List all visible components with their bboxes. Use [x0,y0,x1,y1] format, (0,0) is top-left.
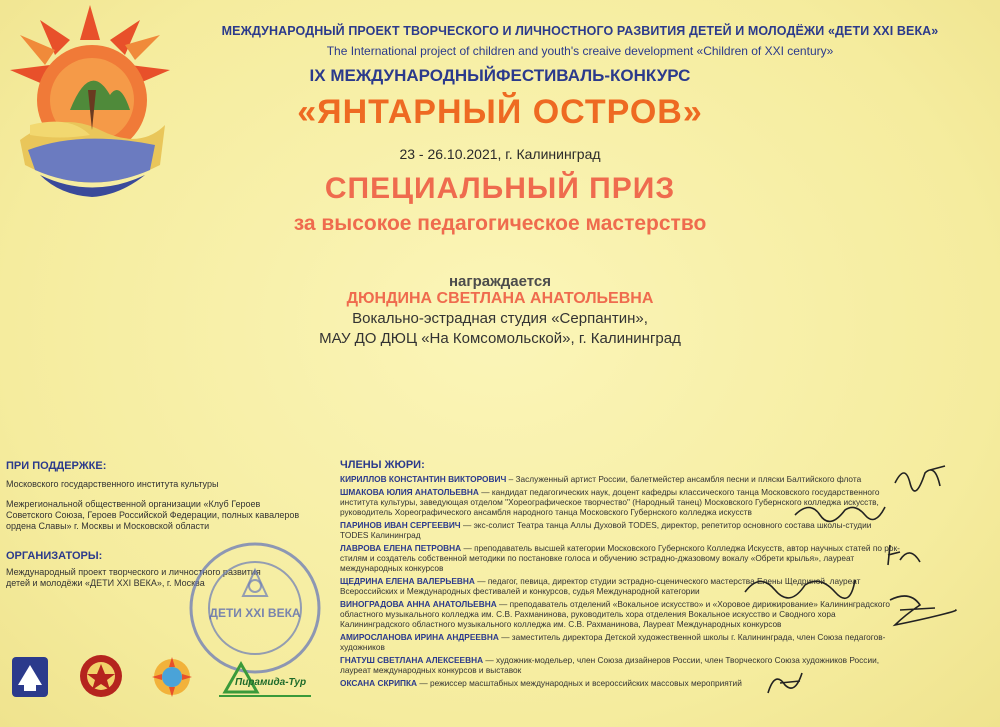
project-title-ru: МЕЖДУНАРОДНЫЙ ПРОЕКТ ТВОРЧЕСКОГО И ЛИЧНОСТНОГО РАЗВИТИЯ ДЕТЕЙ И МОЛОДЁЖИ «ДЕТИ XXI ВЕКА» [221,24,939,38]
jury-member: ШМАКОВА ЮЛИЯ АНАТОЛЬЕВНА — кандидат педагогических наук, доцент кафедры классического танца Московского государственного института культуры, заведующая отделом "Хореографическое творчество" (Народный танец) Московского Губернского колледжа искусств, руководитель Хореографического ансамбля народного танца Московского Губернского колледжа искусств [340,487,880,517]
jury-heading: ЧЛЕНЫ ЖЮРИ: [340,459,425,471]
heroes-club-logo-icon [78,652,124,700]
support-section [6,460,326,532]
jury-member: КИРИЛЛОВ КОНСТАНТИН ВИКТОРОВИЧ – Заслуженный артист России, балетмейстер ансамбля песни и пляски Балтийского флота [340,474,862,484]
signature-icon [890,458,950,493]
institute-logo-icon [10,655,50,701]
piramida-tour-label: Пирамида-Тур [235,677,307,688]
recipient-organization: МАУ ДО ДЮЦ «На Комсомольской», г. Калининград [319,330,681,347]
jury-member: ОКСАНА СКРИПКА — режиссер масштабных международных и всероссийских массовых мероприятий [340,678,742,688]
festival-name: IX МЕЖДУНАРОДНЫЙФЕСТИВАЛЬ-КОНКУРС [309,66,691,85]
jury-member: ПАРИНОВ ИВАН СЕРГЕЕВИЧ — экс-солист Театра танца Аллы Духовой TODES, директор, репетитор основного состава школы-студии TODES Калининград [340,520,872,540]
awarded-label: награждается [448,273,552,290]
signature-icon [790,495,890,525]
signature-icon [760,665,810,700]
recipient-name: ДЮНДИНА СВЕТЛАНА АНАТОЛЬЕВНА [346,290,654,307]
festival-small-logo-icon [150,655,194,701]
jury-member: ГНАТУШ СВЕТЛАНА АЛЕКСЕЕВНА — художник-модельер, член Союза дизайнеров России, член Творческого Союза художников России, лауреат международных конкурсов и выставок [340,655,880,675]
stamp-text: ДЕТИ XXI ВЕКА [209,606,301,620]
jury-member: ЩЕДРИНА ЕЛЕНА ВАЛЕРЬЕВНА — педагог, певица, директор студии эстрадно-сценического мастерства Елены Щедриной, лауреат Всероссийских и Международных фестивалей и конкурсов, судья Международной категории [340,576,861,596]
festival-title: «ЯНТАРНЫЙ ОСТРОВ» [297,93,703,131]
support-item: Московского государственного института культуры [6,479,219,489]
organizers-heading: ОРГАНИЗАТОРЫ: [6,550,103,562]
recipient-studio: Вокально-эстрадная студия «Серпантин», [352,310,648,327]
signature-icon [880,590,960,635]
jury-member: ЛАВРОВА ЕЛЕНА ПЕТРОВНА — преподаватель высшей категории Московского Губернского Колледжа Искусств, автор научных статей по рок-стилям и создатель собственной методики по постановке голоса и обучению эстрадно-джазовому вокалу «Обрети крылья», лауреат международных конкурсов [340,543,900,573]
jury-member: АМИРОСЛАНОВА ИРИНА АНДРЕЕВНА — заместитель директора Детской художественной школы г. Калининграда, член Союза педагогов-художников [340,632,886,652]
award-subtitle: за высокое педагогическое мастерство [293,212,707,235]
signature-icon [740,570,860,600]
support-heading: ПРИ ПОДДЕРЖКЕ: [6,460,107,472]
award-title: СПЕЦИАЛЬНЫЙ ПРИЗ [324,172,676,205]
organizers-item: Международный проект творческого и личностного развития детей и молодёжи «ДЕТИ XXI ВЕКА», г. Москва [6,567,261,588]
festival-dates: 23 - 26.10.2021, г. Калининград [399,146,601,162]
project-title-en: The International project of children and youth's creaive development «Children of XXI century» [326,44,834,58]
support-item: Межрегиональной общественной организации «Клуб Героев Советского Союза, Героев Российской Федерации, полных кавалеров ордена Славы» г. Москвы и Московской области [6,499,300,531]
signature-icon [880,540,930,570]
jury-member: ВИНОГРАДОВА АННА АНАТОЛЬЕВНА — преподаватель отделений «Вокальное искусство» и «Хоровое дирижирование» Калининградского областного музыкального колледжа им. С.В. Рахманинова, руководитель хора отделения Вокальное искусство и Сводного хора Калининградского областного музыкального колледжа им. С.В. Рахманинова, Лауреат Международных конкурсов [340,599,890,629]
